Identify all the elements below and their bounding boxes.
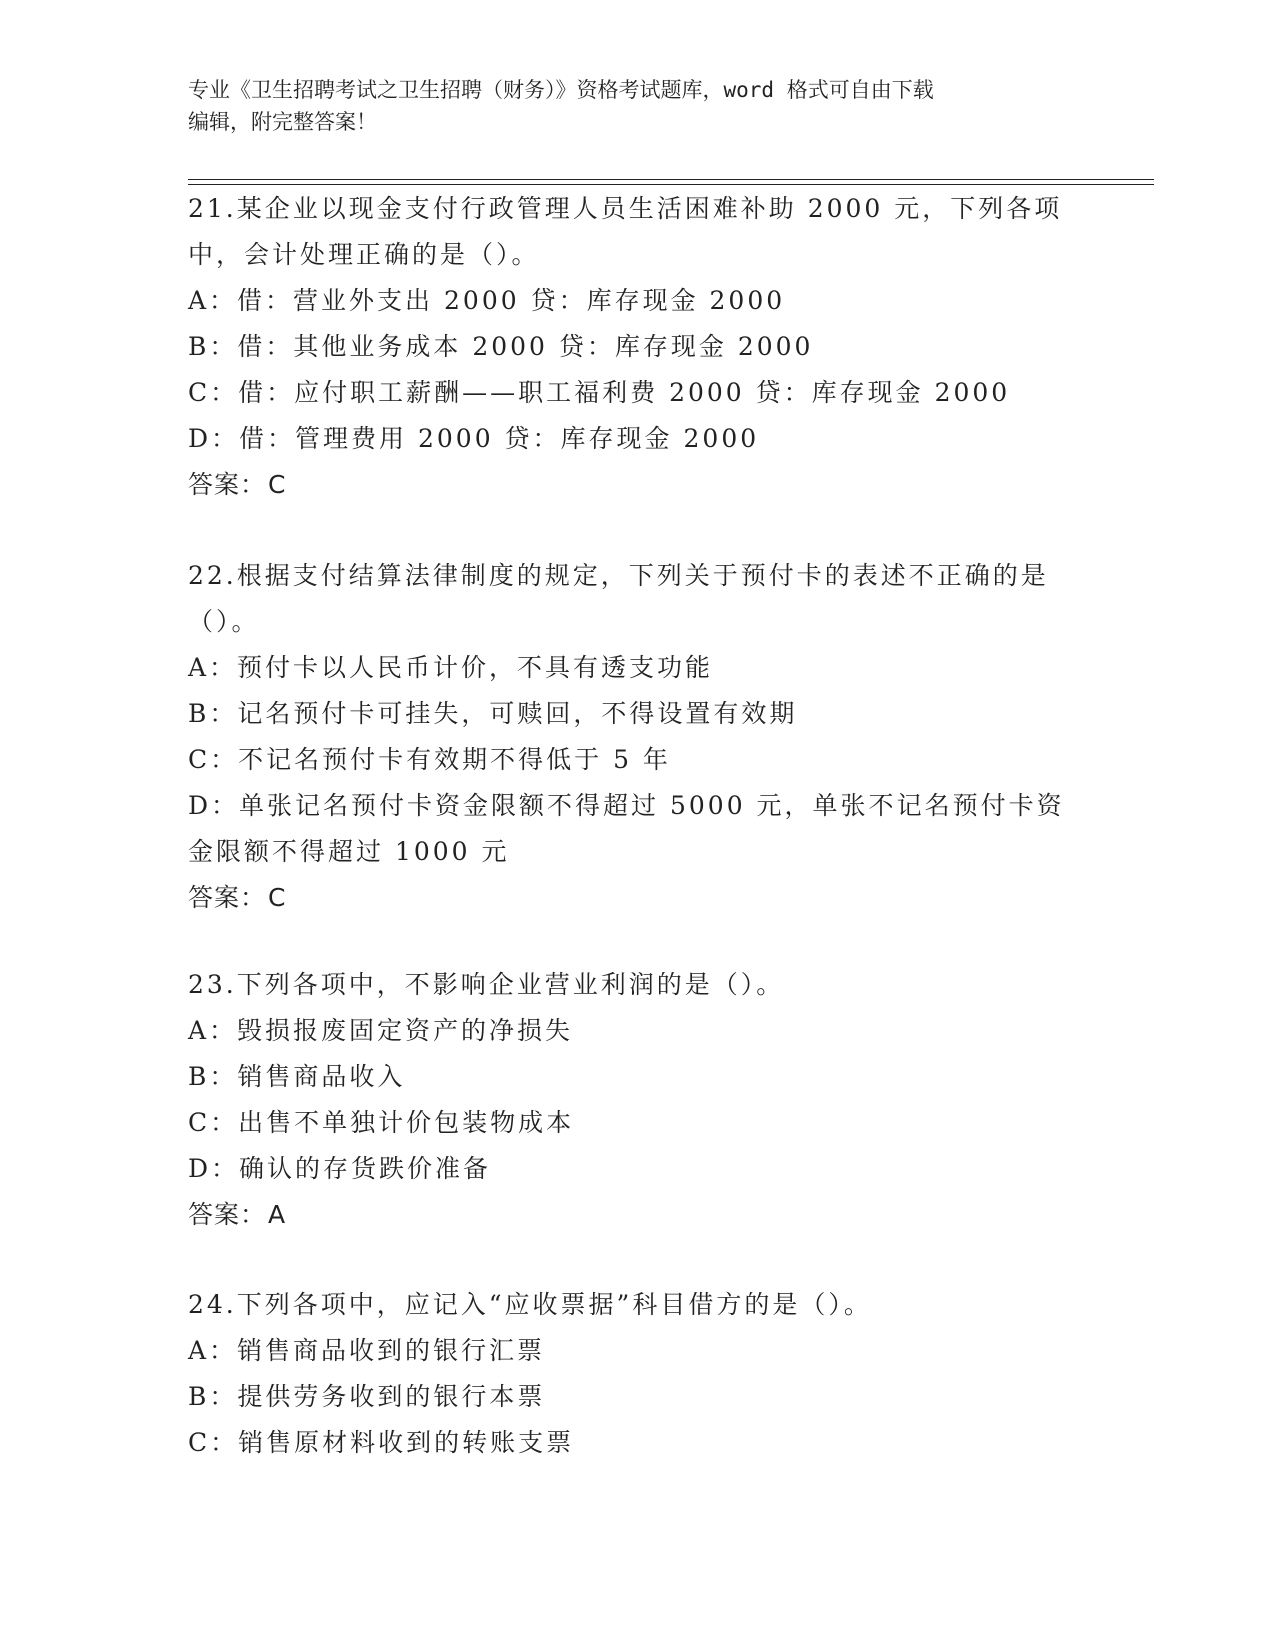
question-23 bbox=[188, 962, 1088, 1238]
answer-line bbox=[188, 1192, 1088, 1238]
header-divider-bottom bbox=[188, 184, 1154, 185]
option-d: D：确认的存货跌价准备 bbox=[188, 1154, 492, 1183]
option-a: A：预付卡以人民币计价，不具有透支功能 bbox=[188, 653, 714, 682]
answer-label: 答案： bbox=[188, 470, 267, 499]
header-line-2: 编辑，附完整答案！ bbox=[188, 110, 377, 134]
document-header bbox=[188, 74, 1088, 138]
option-d-continued: 金限额不得超过 1000 元 bbox=[188, 837, 510, 866]
answer-line bbox=[188, 875, 1088, 921]
option-a: A：销售商品收到的银行汇票 bbox=[188, 1336, 546, 1365]
option-c: C：销售原材料收到的转账支票 bbox=[188, 1428, 575, 1457]
option-b: B：借：其他业务成本 2000 贷：库存现金 2000 bbox=[188, 332, 814, 361]
option-c: C：不记名预付卡有效期不得低于 5 年 bbox=[188, 745, 671, 774]
question-stem: 22.根据支付结算法律制度的规定，下列关于预付卡的表述不正确的是 bbox=[188, 561, 1049, 590]
option-c: C：借：应付职工薪酬——职工福利费 2000 贷：库存现金 2000 bbox=[188, 378, 1011, 407]
answer-line bbox=[188, 462, 1088, 508]
option-b: B：提供劳务收到的银行本票 bbox=[188, 1382, 546, 1411]
option-b: B：记名预付卡可挂失，可赎回，不得设置有效期 bbox=[188, 699, 798, 728]
question-stem: 23.下列各项中，不影响企业营业利润的是（）。 bbox=[188, 970, 785, 999]
question-stem: 24.下列各项中，应记入“应收票据”科目借方的是（）。 bbox=[188, 1290, 872, 1319]
answer-value: C bbox=[268, 470, 287, 499]
answer-value: A bbox=[268, 1200, 287, 1229]
option-b: B：销售商品收入 bbox=[188, 1062, 406, 1091]
option-a: A：毁损报废固定资产的净损失 bbox=[188, 1016, 574, 1045]
question-stem: 21.某企业以现金支付行政管理人员生活困难补助 2000 元，下列各项 bbox=[188, 194, 1063, 223]
question-24 bbox=[188, 1282, 1088, 1466]
answer-value: C bbox=[268, 883, 287, 912]
question-21 bbox=[188, 186, 1088, 508]
option-c: C：出售不单独计价包装物成本 bbox=[188, 1108, 575, 1137]
question-stem: （）。 bbox=[188, 607, 260, 636]
answer-label: 答案： bbox=[188, 1200, 267, 1229]
option-a: A：借：营业外支出 2000 贷：库存现金 2000 bbox=[188, 286, 786, 315]
header-divider-top bbox=[188, 179, 1154, 180]
question-22 bbox=[188, 553, 1088, 921]
header-line-1: 专业《卫生招聘考试之卫生招聘（财务）》资格考试题库，word 格式可自由下载 bbox=[188, 78, 934, 102]
question-stem: 中，会计处理正确的是（）。 bbox=[188, 240, 540, 269]
answer-label: 答案： bbox=[188, 883, 267, 912]
option-d: D：借：管理费用 2000 贷：库存现金 2000 bbox=[188, 424, 760, 453]
option-d: D：单张记名预付卡资金限额不得超过 5000 元，单张不记名预付卡资 bbox=[188, 791, 1065, 820]
